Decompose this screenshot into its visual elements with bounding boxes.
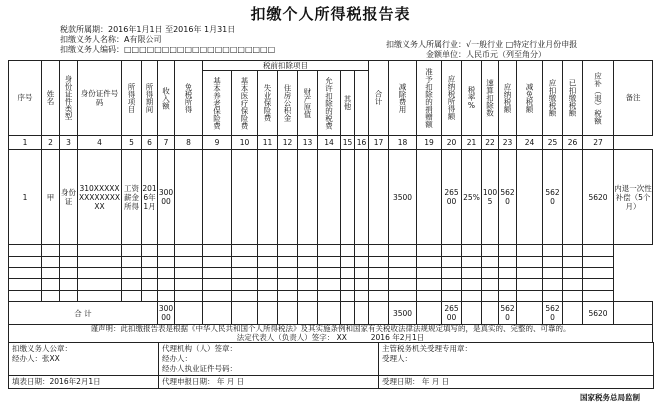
cell-already-withheld	[563, 150, 583, 245]
cell-unemployment	[258, 150, 278, 245]
rep-label: 法定代表人（负责人）签字：	[236, 332, 335, 342]
rep-value: XX	[336, 332, 347, 342]
cell-blank	[355, 150, 369, 245]
withholder-name-value: A有限公司	[124, 35, 162, 44]
col-other-header: 其他	[341, 71, 355, 135]
handler-label: 经办人：张XX	[12, 354, 60, 363]
industry	[386, 40, 577, 50]
agent-cert-label: 经办人执业证件号码：	[162, 364, 237, 373]
cell-refund: 5620	[583, 150, 614, 245]
col-taxable-income-header: 应纳税所得额	[442, 61, 462, 136]
col-number: 18	[389, 135, 417, 149]
cell-name: 甲	[42, 150, 60, 245]
total-tax-payable: 5620	[499, 302, 517, 325]
totals-row	[9, 302, 653, 325]
col-income-header: 收入额	[158, 61, 175, 136]
col-number: 11	[258, 135, 278, 149]
col-number: 26	[563, 135, 583, 149]
cell-tax-payable: 5620	[499, 150, 517, 245]
withholder-name	[60, 35, 161, 45]
table-row-empty	[9, 290, 653, 301]
col-number: 12	[278, 135, 298, 149]
cell-tax-rate: 25%	[462, 150, 482, 245]
total-deduct-fee: 3500	[389, 302, 417, 325]
tax-report-table	[8, 60, 653, 325]
table-row-empty	[9, 245, 653, 256]
col-number: 6	[142, 135, 158, 149]
cell-housing	[278, 150, 298, 245]
signature-table	[8, 342, 654, 389]
withholder-code	[60, 45, 275, 55]
industry-label: 扣缴义务人所属行业：	[386, 40, 466, 49]
cell-remark: 内退一次性补偿（5个月）	[614, 150, 653, 245]
col-number: 21	[462, 135, 482, 149]
col-quick-deduction-header: 速算扣除数	[482, 61, 499, 136]
col-deduction-group-header: 税前扣除项目	[203, 61, 369, 71]
cell-pension	[203, 150, 232, 245]
col-number: 22	[482, 135, 499, 149]
col-property-header: 财产原值	[298, 71, 318, 135]
col-name-header: 姓名	[42, 61, 60, 136]
col-period-header: 所得期间	[142, 61, 158, 136]
col-number: 9	[203, 135, 232, 149]
col-blank-header	[355, 71, 369, 135]
declaration	[8, 325, 653, 342]
col-number: 5	[122, 135, 142, 149]
col-total-header: 合计	[369, 61, 389, 136]
cell-tax-relief	[517, 150, 543, 245]
col-number: 14	[318, 135, 341, 149]
authority-label: 主管税务机关受理专用章：	[382, 344, 472, 353]
col-number: 15	[341, 135, 355, 149]
col-number: 17	[369, 135, 389, 149]
receiver-label: 受理人：	[382, 354, 412, 363]
cell-tax-free	[175, 150, 203, 245]
cell-property	[298, 150, 318, 245]
col-number: 4	[78, 135, 122, 149]
declaration-date: 2016 年2月1日	[370, 332, 425, 342]
col-tax-relief-header: 减免税额	[517, 61, 543, 136]
unit-value: 人民币元（列至角分）	[466, 50, 546, 59]
col-deduct-fee-header: 减除费用	[389, 61, 417, 136]
amount-unit	[426, 50, 546, 60]
cell-id-no: 310XXXXXXXXXXXXXXX	[78, 150, 122, 245]
cell-other	[341, 150, 355, 245]
col-medical-header: 基本医疗保险费	[232, 71, 258, 135]
cell-id-type: 身份证	[60, 150, 78, 245]
industry-value: √一般行业 □特定行业月份申报	[466, 40, 578, 49]
total-tax-withheld: 5620	[543, 302, 563, 325]
col-number: 3	[60, 135, 78, 149]
declaration-signature	[9, 334, 652, 343]
agent-handler-label: 经办人：	[162, 354, 192, 363]
table-row-empty	[9, 268, 653, 279]
withholder-code-label: 扣缴义务人编码：	[60, 45, 124, 54]
col-tax-rate-header: 税率%	[462, 61, 482, 136]
table-row-empty	[9, 279, 653, 290]
cell-medical	[232, 150, 258, 245]
col-already-withheld-header: 已扣缴税额	[563, 61, 583, 136]
col-number: 20	[442, 135, 462, 149]
col-number: 2	[42, 135, 60, 149]
col-tax-payable-header: 应纳税额	[499, 61, 517, 136]
period-label: 税款所属期：	[60, 25, 108, 34]
withholder-seal-cell	[9, 343, 159, 376]
withholder-code-boxes: □□□□□□□□□□□□□□□□□□□□	[124, 45, 276, 54]
cell-donation	[417, 150, 442, 245]
seal-label: 扣缴义务人公章：	[12, 344, 72, 353]
col-number: 13	[298, 135, 318, 149]
total-taxable-income: 26500	[442, 302, 462, 325]
totals-label: 合 计	[9, 302, 158, 325]
col-number: 25	[543, 135, 563, 149]
cell-total	[369, 150, 389, 245]
col-number: 23	[499, 135, 517, 149]
cell-income: 30000	[158, 150, 175, 245]
cell-taxable-income: 26500	[442, 150, 462, 245]
col-pension-header: 基本养老保险费	[203, 71, 232, 135]
col-income-item-header: 所得项目	[122, 61, 142, 136]
authority-cell	[379, 343, 654, 376]
col-remark-header: 备注	[614, 61, 653, 136]
cell-income-item: 工资薪金所得	[122, 150, 142, 245]
col-tax-free-header: 免税所得	[175, 61, 203, 136]
col-tax-withheld-header: 应扣缴税额	[543, 61, 563, 136]
fill-date: 填表日期：2016年2月1日	[9, 376, 159, 389]
cell-quick-deduction: 1005	[482, 150, 499, 245]
col-id-type-header: 身份证件类型	[60, 61, 78, 136]
col-housing-header: 住房公积金	[278, 71, 298, 135]
col-number: 24	[517, 135, 543, 149]
period-value: 2016年1月1日 至2016年 1月31日	[108, 25, 236, 34]
unit-label: 金额单位：	[426, 50, 466, 59]
cell-deduct-fee: 3500	[389, 150, 417, 245]
col-seq-header: 序号	[9, 61, 42, 136]
agent-label: 代理机构（人）签章：	[162, 344, 237, 353]
withholder-name-label: 扣缴义务人名称：	[60, 35, 124, 44]
col-number: 8	[175, 135, 203, 149]
cell-period: 2016年1月	[142, 150, 158, 245]
declaration-text: 谨声明：此扣缴报告表是根据《中华人民共和国个人所得税法》及其实施条例和国家有关税收法律法规规定填写的，是真实的、完整的、可靠的。	[90, 324, 571, 333]
agent-cell	[159, 343, 379, 376]
col-donation-header: 准予扣除的捐赠额	[417, 61, 442, 136]
table-row-empty	[9, 256, 653, 267]
agent-date: 代理申报日期： 年 月 日	[159, 376, 379, 389]
col-number: 16	[355, 135, 369, 149]
col-unemployment-header: 失业保险费	[258, 71, 278, 135]
col-number: 27	[583, 135, 614, 149]
tax-period	[60, 25, 235, 35]
col-number: 10	[232, 135, 258, 149]
cell-seq: 1	[9, 150, 42, 245]
column-number-row	[9, 135, 653, 149]
col-allowed-tax-header: 允许扣除的税费	[318, 71, 341, 135]
cell-tax-withheld: 5620	[543, 150, 563, 245]
col-number: 7	[158, 135, 175, 149]
col-number: 1	[9, 135, 42, 149]
receive-date: 受理日期： 年 月 日	[379, 376, 654, 389]
cell-allowed-tax	[318, 150, 341, 245]
col-refund-header: 应补（退）税额	[583, 61, 614, 136]
col-id-no-header: 身份证件号码	[78, 61, 122, 136]
table-row	[9, 150, 653, 245]
report-title: 扣缴个人所得税报告表	[250, 5, 411, 23]
total-income: 30000	[158, 302, 175, 325]
issuer-note: 国家税务总局监制	[580, 393, 640, 402]
total-refund: 5620	[583, 302, 614, 325]
col-number: 19	[417, 135, 442, 149]
